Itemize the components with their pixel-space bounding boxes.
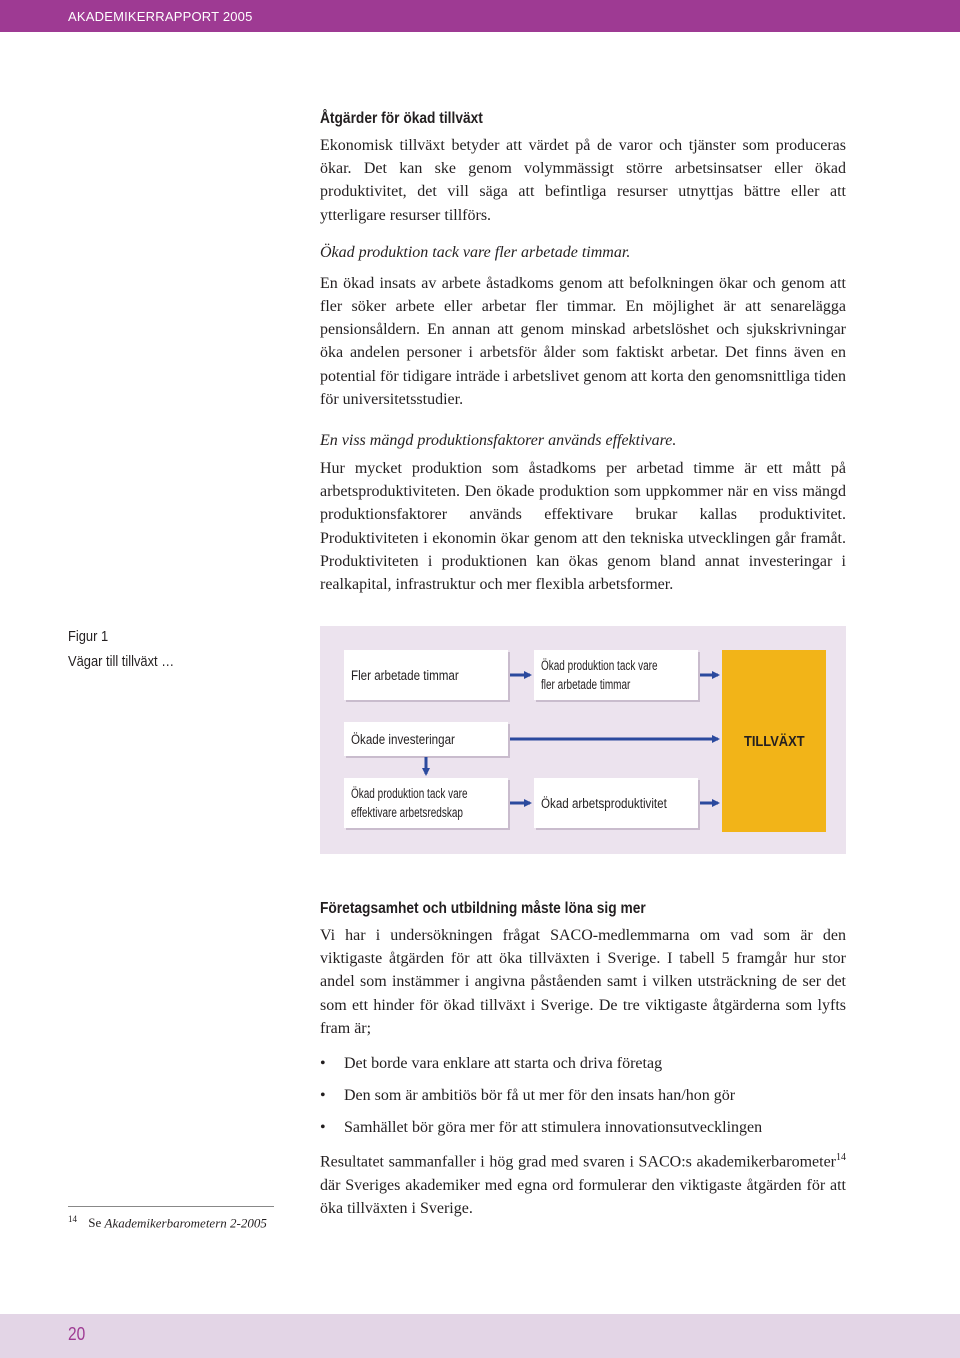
header-bar — [0, 0, 960, 32]
footnote-number: 14 — [68, 1214, 77, 1224]
footnote — [68, 1210, 268, 1232]
section2-intro: Vi har i undersökningen frågat SACO-medlemmarna om vad som är den viktigaste åtgärden för att öka tillväxten i Sverige. I tabell 5 framgår hur stor andel som instämmer i angivna påståenden samt i vilken utsträckning de ser det som ett hinder för ökad tillväxt i Sverige. De tre viktigaste åtgärderna som lyfts fram är; — [320, 927, 846, 1037]
section2-heading: Företagsamhet och utbildning måste löna sig mer — [320, 900, 646, 917]
figure-title: Vägar till tillväxt … — [68, 653, 175, 670]
box-investments: Ökade investeringar — [344, 722, 508, 756]
box-tools: Ökad produktion tack vare effektivare arbetsredskap — [344, 778, 508, 828]
footnote-rule — [68, 1206, 274, 1207]
figure-diagram — [320, 626, 846, 854]
figure-arrows — [320, 626, 846, 854]
section-growth-measures — [320, 110, 846, 596]
paragraph-hours: En ökad insats av arbete åstadkoms genom att befolkningen ökar och genom att fler söker arbete eller arbetar fler timmar. En möjlighet är att senarelägga pensionsåldern. En annan att genom minskad arbetslöshet och sjukskrivningar öka andelen personer i arbetsför ålder som faktiskt arbetar. Det finns även en potential för tidigare inträde i arbetslivet genom att korta den genomsnittliga tiden för universitetsstudier. — [320, 274, 846, 408]
footer-bar — [0, 1314, 960, 1358]
footnote-source: Akademikerbarometern 2-2005 — [104, 1215, 267, 1231]
running-header: AKADEMIKERRAPPORT 2005 — [68, 9, 253, 24]
list-item: • Det borde vara enklare att starta och driva företag — [320, 1052, 846, 1075]
footnote-ref[interactable]: 14 — [836, 1152, 846, 1164]
box-more-hours: Fler arbetade timmar — [344, 650, 508, 700]
paragraph-efficiency: Hur mycket produktion som åstadkoms per arbetad timme är ett mått på arbetsproduktiviteten. Den ökade produktion som uppkommer när en viss mängd produktionsfaktorer används effektivare brukar kallas produktivitet. Produktiviteten i ekonomin ökar genom att den tekniska utvecklingen går framåt. Produktiviteten i produktionen kan ökas genom bland annat investeringar i realkapital, infrastruktur och mer flexibla arbetsformer. — [320, 460, 846, 594]
section2-outro: Resultatet sammanfaller i hög grad med svaren i SACO:s akademikerbarometer$^{14}$ där Sveriges akademiker med egna ord formulerar den viktigaste åtgärden för att öka tillväxten i Sverige. — [320, 1152, 846, 1217]
footnote-prefix: Se — [88, 1215, 105, 1231]
section-heading: Åtgärder för ökad tillväxt — [320, 110, 483, 127]
measures-list — [320, 1052, 846, 1139]
intro-paragraph: Ekonomisk tillväxt betyder att värdet på de varor och tjänster som produceras ökar. Det kan ske genom volymmässigt större arbetsinsatser eller ökad produktivitet, det vill säga att befintliga resurser utnyttjas bättre eller att ytterligare resurser tillförs. — [320, 137, 846, 224]
list-item: • Den som är ambitiös bör få ut mer för den insats han/hon gör — [320, 1084, 846, 1107]
box-production-hours: Ökad produktion tack vare fler arbetade timmar — [534, 650, 698, 700]
list-item: • Samhället bör göra mer för att stimulera innovationsutvecklingen — [320, 1116, 846, 1139]
box-labour-productivity: Ökad arbetsproduktivitet — [534, 778, 698, 828]
subheading-hours: Ökad produktion tack vare fler arbetade timmar. — [320, 243, 631, 261]
subheading-efficiency: En viss mängd produktionsfaktorer används effektivare. — [320, 432, 677, 450]
box-growth: TILLVÄXT — [722, 650, 826, 832]
figure-number: Figur 1 — [68, 628, 109, 645]
section-entrepreneurship — [320, 900, 846, 1220]
page-number: 20 — [68, 1324, 86, 1344]
figure-caption — [68, 624, 174, 674]
